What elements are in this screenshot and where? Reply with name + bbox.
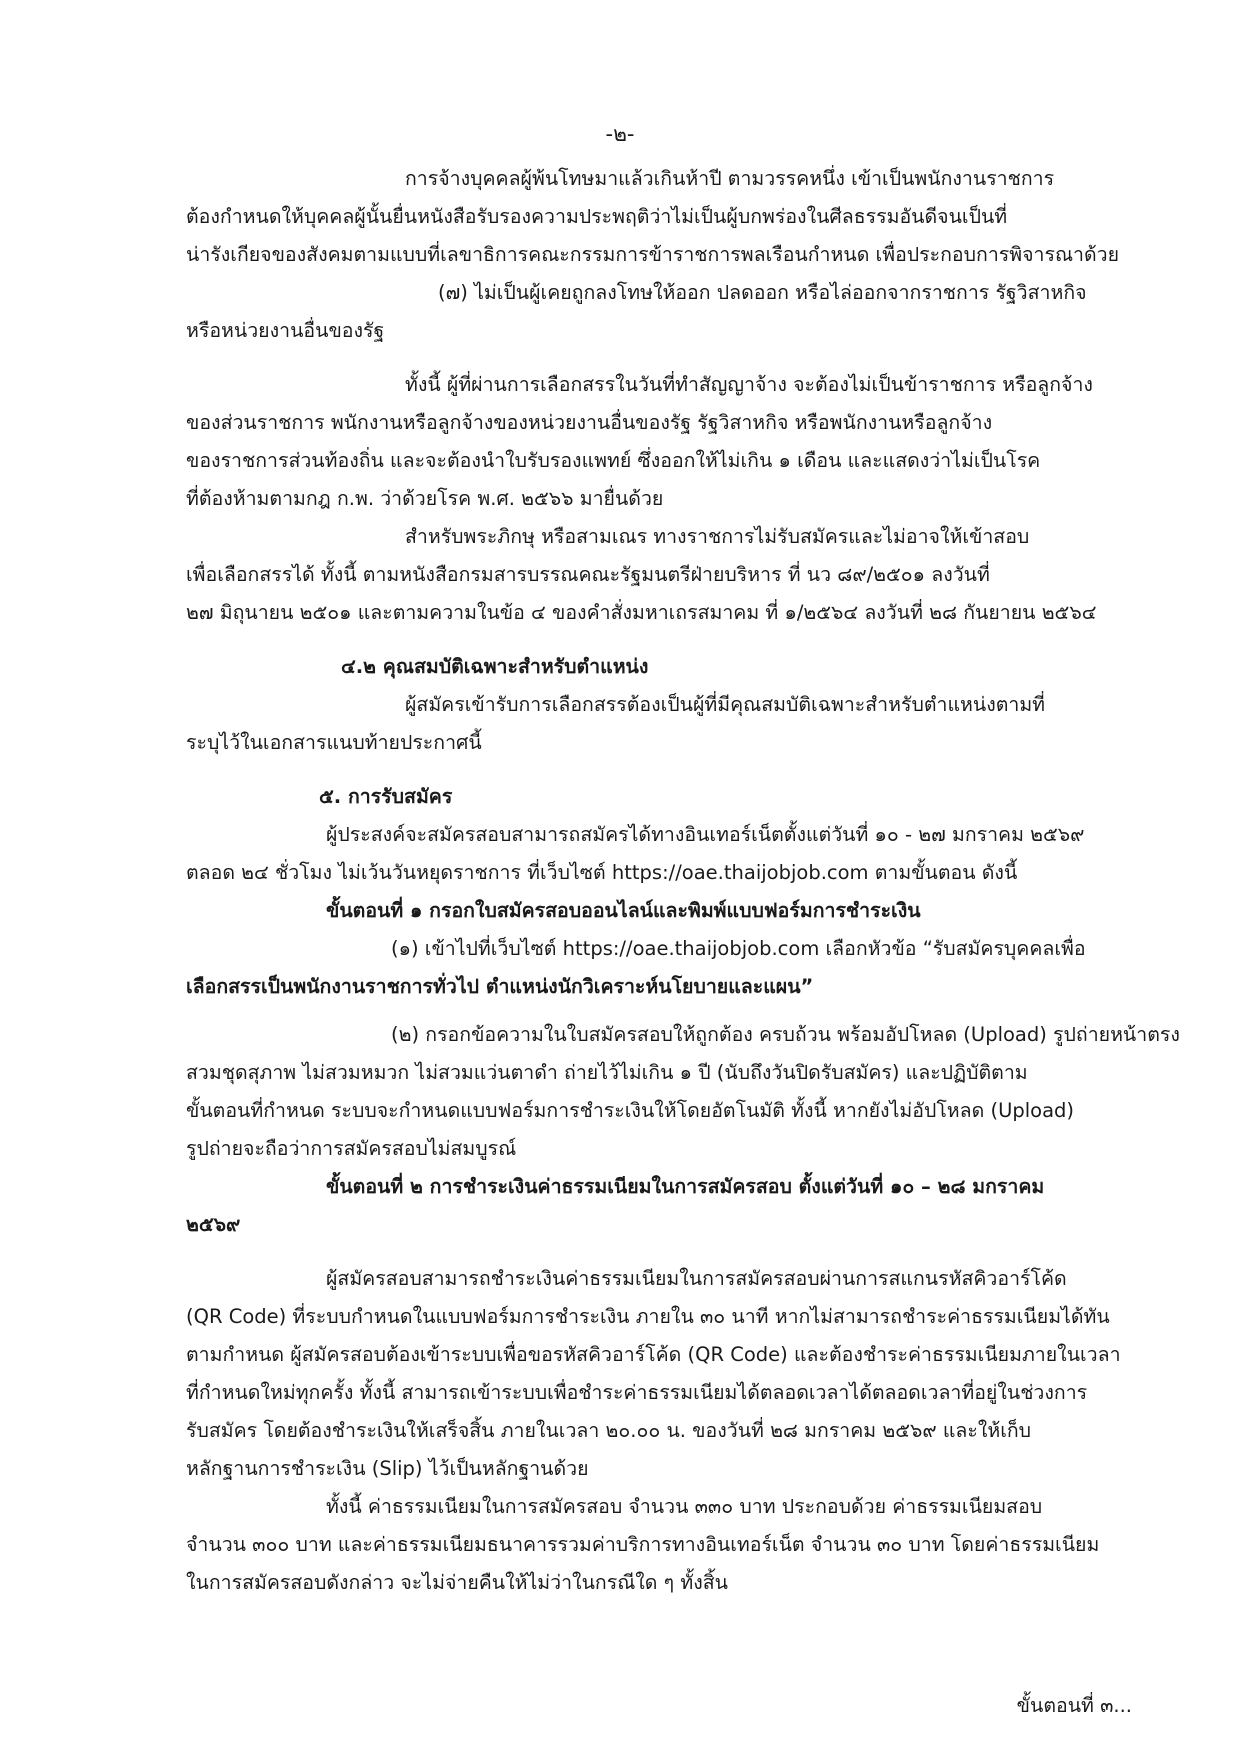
text-line: (๒) กรอกข้อความในใบสมัครสอบให้ถูกต้อง ครบถ้วน พร้อมอัปโหลด (Upload) รูปถ่ายหน้าตรง	[391, 1023, 1180, 1046]
text-line: ทั้งนี้ ผู้ที่ผ่านการเลือกสรรในวันที่ทำสัญญาจ้าง จะต้องไม่เป็นข้าราชการ หรือลูกจ้าง	[405, 373, 1093, 396]
text-line: (QR Code) ที่ระบบกำหนดในแบบฟอร์มการชำระเงิน ภายใน ๓๐ นาที หากไม่สามารถชำระค่าธรรมเนียมได้ทัน	[186, 1305, 1110, 1328]
text-line: ขั้นตอนที่ ๑ กรอกใบสมัครสอบออนไลน์และพิมพ์แบบฟอร์มการชำระเงิน	[326, 899, 921, 922]
paragraph-block	[186, 1260, 1130, 1602]
text-line: ตลอด ๒๔ ชั่วโมง ไม่เว้นวันหยุดราชการ ที่เว็บไซต์ https://oae.thaijobjob.com ตามขั้นตอน ดังนี้	[186, 861, 1018, 884]
text-line: รับสมัคร โดยต้องชำระเงินให้เสร็จสิ้น ภายในเวลา ๒๐.๐๐ น. ของวันที่ ๒๘ มกราคม ๒๕๖๙ และให้เก็บ	[186, 1419, 1032, 1442]
text-line: ๒๕๖๙	[186, 1213, 241, 1236]
text-line: ๒๗ มิถุนายน ๒๕๐๑ และตามความในข้อ ๔ ของคำสั่งมหาเถรสมาคม ที่ ๑/๒๕๖๔ ลงวันที่ ๒๘ กันยายน ๒๕๖๔	[186, 601, 1097, 624]
text-line: สำหรับพระภิกษุ หรือสามเณร ทางราชการไม่รับสมัครและไม่อาจให้เข้าสอบ	[405, 525, 1030, 548]
text-line: การจ้างบุคคลผู้พ้นโทษมาแล้วเกินห้าปี ตามวรรคหนึ่ง เข้าเป็นพนักงานราชการ	[405, 167, 1055, 190]
text-line: ขั้นตอนที่ ๒ การชำระเงินค่าธรรมเนียมในการสมัครสอบ ตั้งแต่วันที่ ๑๐ – ๒๘ มกราคม	[326, 1175, 1045, 1198]
text-line: เพื่อเลือกสรรได้ ทั้งนี้ ตามหนังสือกรมสารบรรณคณะรัฐมนตรีฝ่ายบริหาร ที่ นว ๘๙/๒๕๐๑ ลงวันที่	[186, 563, 990, 586]
text-line: เลือกสรรเป็นพนักงานราชการทั่วไป ตำแหน่งนักวิเคราะห์นโยบายและแผน”	[186, 975, 814, 998]
text-line: ตามกำหนด ผู้สมัครสอบต้องเข้าระบบเพื่อขอรหัสคิวอาร์โค้ด (QR Code) และต้องชำระค่าธรรมเนียมภายในเวลา	[186, 1343, 1121, 1366]
paragraph-gap	[186, 1006, 1130, 1016]
paragraph-gap	[186, 1244, 1130, 1260]
paragraph-block	[186, 648, 1130, 762]
text-line: รูปถ่ายจะถือว่าการสมัครสอบไม่สมบูรณ์	[186, 1137, 517, 1160]
text-line: สวมชุดสุภาพ ไม่สวมหมวก ไม่สวมแว่นตาดำ ถ่ายไว้ไม่เกิน ๑ ปี (นับถึงวันปิดรับสมัคร) และปฏิบัติตาม	[186, 1061, 1028, 1084]
text-line: จำนวน ๓๐๐ บาท และค่าธรรมเนียมธนาคารรวมค่าบริการทางอินเทอร์เน็ต จำนวน ๓๐ บาท โดยค่าธรรมเนียม	[186, 1533, 1100, 1556]
text-line: (๑) เข้าไปที่เว็บไซต์ https://oae.thaijobjob.com เลือกหัวข้อ “รับสมัครบุคคลเพื่อ	[391, 937, 1086, 960]
text-line: (๗) ไม่เป็นผู้เคยถูกลงโทษให้ออก ปลดออก หรือไล่ออกจากราชการ รัฐวิสาหกิจ	[438, 281, 1087, 304]
paragraph-block	[186, 778, 1130, 1006]
text-line: ของราชการส่วนท้องถิ่น และจะต้องนำใบรับรองแพทย์ ซึ่งออกให้ไม่เกิน ๑ เดือน และแสดงว่าไม่เป็นโรค	[186, 449, 1041, 472]
text-line: ทั้งนี้ ค่าธรรมเนียมในการสมัครสอบ จำนวน ๓๓๐ บาท ประกอบด้วย ค่าธรรมเนียมสอบ	[326, 1495, 1043, 1518]
text-line: ผู้ประสงค์จะสมัครสอบสามารถสมัครได้ทางอินเทอร์เน็ตตั้งแต่วันที่ ๑๐ - ๒๗ มกราคม ๒๕๖๙	[326, 823, 1085, 846]
text-line: หรือหน่วยงานอื่นของรัฐ	[186, 319, 385, 342]
text-line: ผู้สมัครเข้ารับการเลือกสรรต้องเป็นผู้ที่มีคุณสมบัติเฉพาะสำหรับตำแหน่งตามที่	[405, 693, 1046, 716]
text-line: ผู้สมัครสอบสามารถชำระเงินค่าธรรมเนียมในการสมัครสอบผ่านการสแกนรหัสคิวอาร์โค้ด	[326, 1267, 1067, 1290]
text-line: ระบุไว้ในเอกสารแนบท้ายประกาศนี้	[186, 731, 482, 754]
text-line: ของส่วนราชการ พนักงานหรือลูกจ้างของหน่วยงานอื่นของรัฐ รัฐวิสาหกิจ หรือพนักงานหรือลูกจ้าง	[186, 411, 993, 434]
text-line: ที่กำหนดใหม่ทุกครั้ง ทั้งนี้ สามารถเข้าระบบเพื่อชำระค่าธรรมเนียมได้ตลอดเวลาได้ตลอดเวลาที่อยู่ในช่วงการ	[186, 1381, 1088, 1404]
text-line: น่ารังเกียจของสังคมตามแบบที่เลขาธิการคณะกรรมการข้าราชการพลเรือนกำหนด เพื่อประกอบการพิจารณาด้วย	[186, 243, 1120, 266]
text-line: ๔.๒ คุณสมบัติเฉพาะสำหรับตำแหน่ง	[341, 655, 649, 678]
paragraph-block	[186, 366, 1130, 632]
document-body	[186, 160, 1180, 1602]
text-line: ขั้นตอนที่กำหนด ระบบจะกำหนดแบบฟอร์มการชำระเงินให้โดยอัตโนมัติ ทั้งนี้ หากยังไม่อัปโหลด (Upload)	[186, 1099, 1075, 1122]
page-number: -๒-	[605, 122, 635, 146]
text-line: ต้องกำหนดให้บุคคลผู้นั้นยื่นหนังสือรับรองความประพฤติว่าไม่เป็นผู้บกพร่องในศีลธรรมอันดีจนเป็นที่	[186, 205, 1008, 228]
text-line: ที่ต้องห้ามตามกฎ ก.พ. ว่าด้วยโรค พ.ศ. ๒๕๖๖ มายื่นด้วย	[186, 487, 664, 510]
text-line: ๕. การรับสมัคร	[319, 785, 453, 808]
paragraph-gap	[186, 762, 1130, 778]
continuation-footer: ขั้นตอนที่ ๓...	[1016, 1694, 1132, 1717]
paragraph-block	[186, 160, 1130, 350]
text-line: ในการสมัครสอบดังกล่าว จะไม่จ่ายคืนให้ไม่ว่าในกรณีใด ๆ ทั้งสิ้น	[186, 1571, 728, 1594]
paragraph-gap	[186, 632, 1130, 648]
paragraph-gap	[186, 350, 1130, 366]
text-line: หลักฐานการชำระเงิน (Slip) ไว้เป็นหลักฐานด้วย	[186, 1457, 589, 1480]
paragraph-block	[186, 1016, 1180, 1244]
